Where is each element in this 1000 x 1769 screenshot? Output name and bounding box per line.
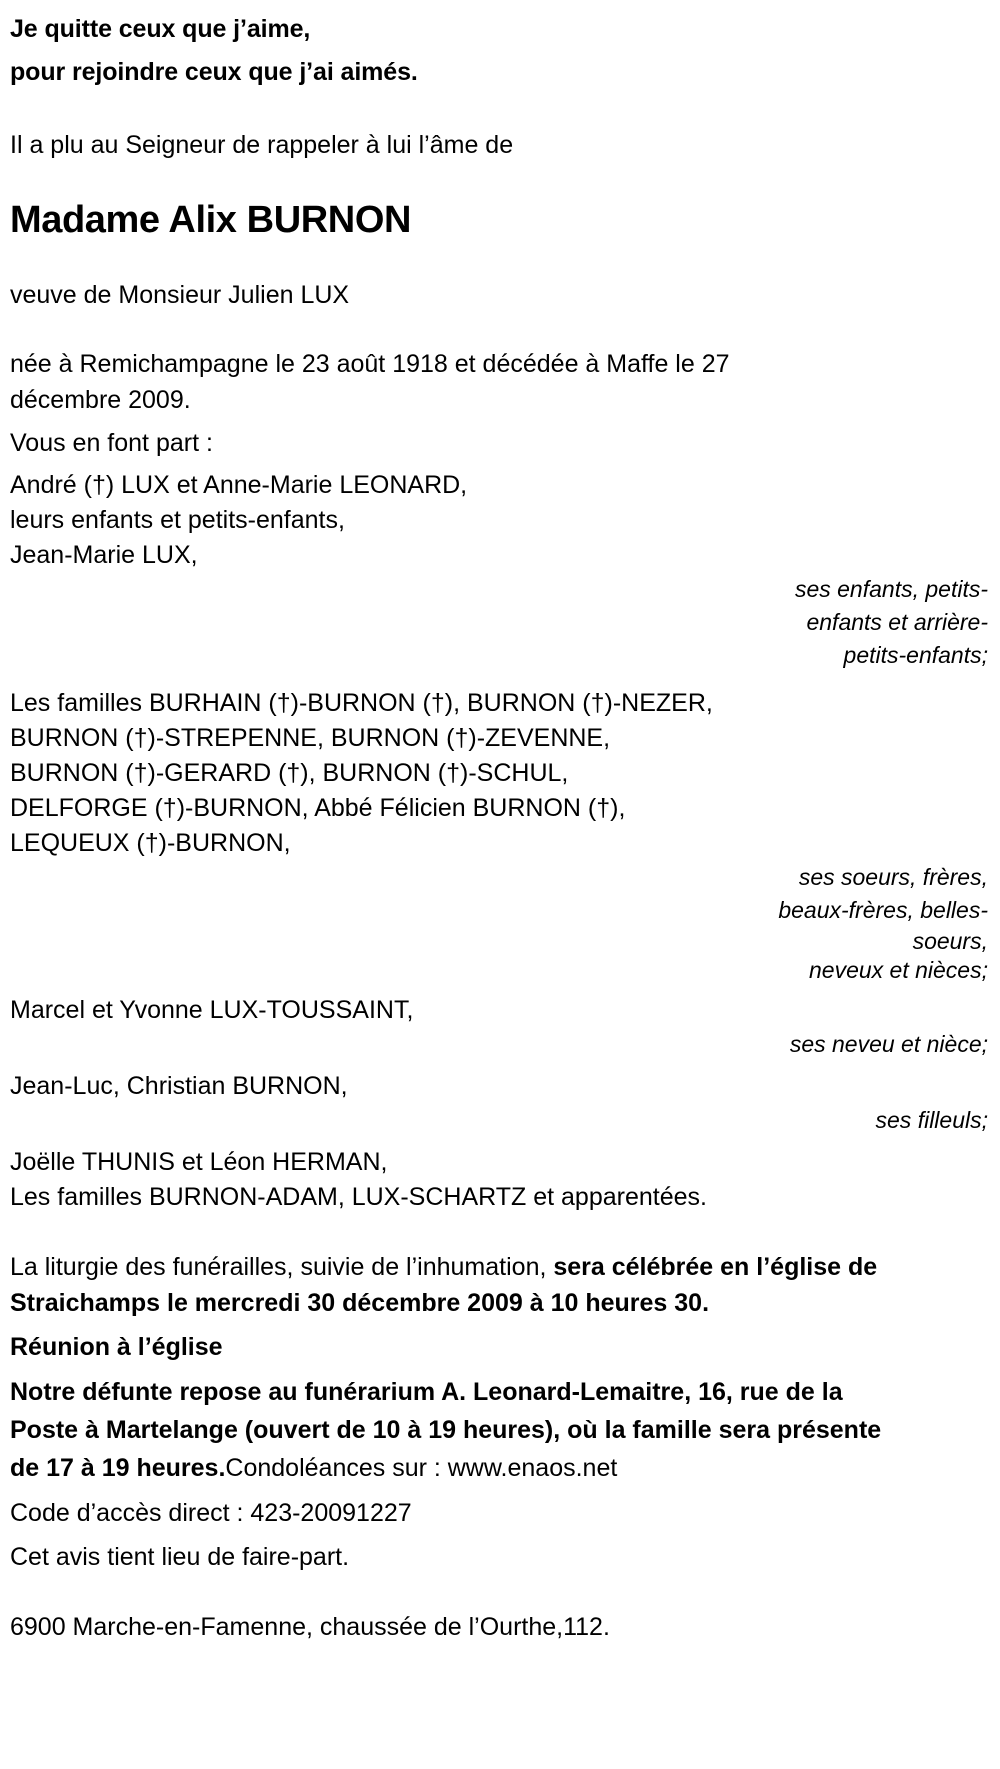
spacer [10,1321,990,1329]
relation-line: soeurs, [912,928,988,954]
family-name-line: Jean-Luc, Christian BURNON, [10,1072,348,1100]
family-name-line: Joëlle THUNIS et Léon HERMAN, [10,1148,388,1176]
spacer [10,1215,990,1249]
birth-death-text: née à Remichampagne le 23 août 1918 et décédée à Maffe le 27 décembre 2009. [10,350,730,414]
relation-line: beaux-frères, belles- [778,897,988,923]
access-code-text: Code d’accès direct : 423-20091227 [10,1499,412,1527]
epitaph-block [10,8,990,94]
family-name-line: Les familles BURNON-ADAM, LUX-SCHARTZ et apparentées. [10,1183,707,1211]
liturgy-normal-prefix: La liturgie des funérailles, suivie de l’inhumation, [10,1253,554,1281]
family-name-line: Marcel et Yvonne LUX-TOUSSAINT, [10,996,414,1024]
relation-line: ses filleuls; [875,1107,988,1133]
relation-line: enfants et arrière- [806,609,988,635]
spacer [10,1365,990,1373]
spacer [10,244,990,278]
family-name-line: BURNON (†)-GERARD (†), BURNON (†)-SCHUL, [10,759,569,787]
family-name-line: BURNON (†)-STREPENNE, BURNON (†)-ZEVENNE, [10,724,611,752]
family-group [10,993,990,1061]
family-name-line: André (†) LUX et Anne-Marie LEONARD, [10,471,468,499]
relation-line: ses neveu et nièce; [789,1031,988,1057]
relation-line: ses soeurs, frères, [798,864,988,890]
spacer [10,985,990,993]
deceased-name: Madame Alix BURNON [10,199,412,241]
spacer [10,1575,990,1609]
relation-line: ses enfants, petits- [794,576,988,602]
relation-line: petits-enfants; [843,642,988,668]
address-text: 6900 Marche-en-Famenne, chaussée de l’Ourthe,112. [10,1613,610,1641]
family-name-line: Les familles BURHAIN (†)-BURNON (†), BURNON (†)-NEZER, [10,689,713,717]
family-group [10,686,990,985]
family-name-line: LEQUEUX (†)-BURNON, [10,829,291,857]
liturgy-bold-part: sera célébrée en l’église de Straichamps le mercredi 30 décembre 2009 à 10 heures 30. [10,1253,878,1317]
family-name-line: DELFORGE (†)-BURNON, Abbé Félicien BURNON (†), [10,794,626,822]
funerarium-bold-part: Notre défunte repose au funérarium A. Leonard-Lemaitre, 16, rue de la Poste à Martelange (ouvert de 10 à 19 heures), où la famille sera présente de 17 à 19 heures. [10,1378,882,1482]
relation-line: neveux et nièces; [808,957,988,983]
family-name-line: leurs enfants et petits-enfants, [10,506,345,534]
funerarium-text [10,1373,890,1487]
widow-of-text: veuve de Monsieur Julien LUX [10,281,350,309]
liturgy-text [10,1249,890,1321]
spacer [10,460,990,468]
announce-label: Vous en font part : [10,429,213,457]
spacer [10,1137,990,1145]
reunion-text: Réunion à l’église [10,1333,223,1361]
spacer [10,94,990,128]
family-group [10,1069,990,1137]
notice-text: Cet avis tient lieu de faire-part. [10,1543,350,1571]
intro-text: Il a plu au Seigneur de rappeler à lui l’âme de [10,131,514,159]
family-group [10,1145,990,1215]
spacer [10,312,990,346]
spacer [10,1531,990,1539]
spacer [10,1061,990,1069]
spacer [10,1487,990,1495]
condolences-text: Condoléances sur : www.enaos.net [225,1454,618,1482]
spacer [10,162,990,196]
epitaph-line-1: Je quitte ceux que j’aime, [10,15,311,43]
spacer [10,418,990,426]
family-group [10,468,990,672]
spacer [10,672,990,686]
family-name-line: Jean-Marie LUX, [10,541,198,569]
epitaph-line-2: pour rejoindre ceux que j’ai aimés. [10,58,418,86]
